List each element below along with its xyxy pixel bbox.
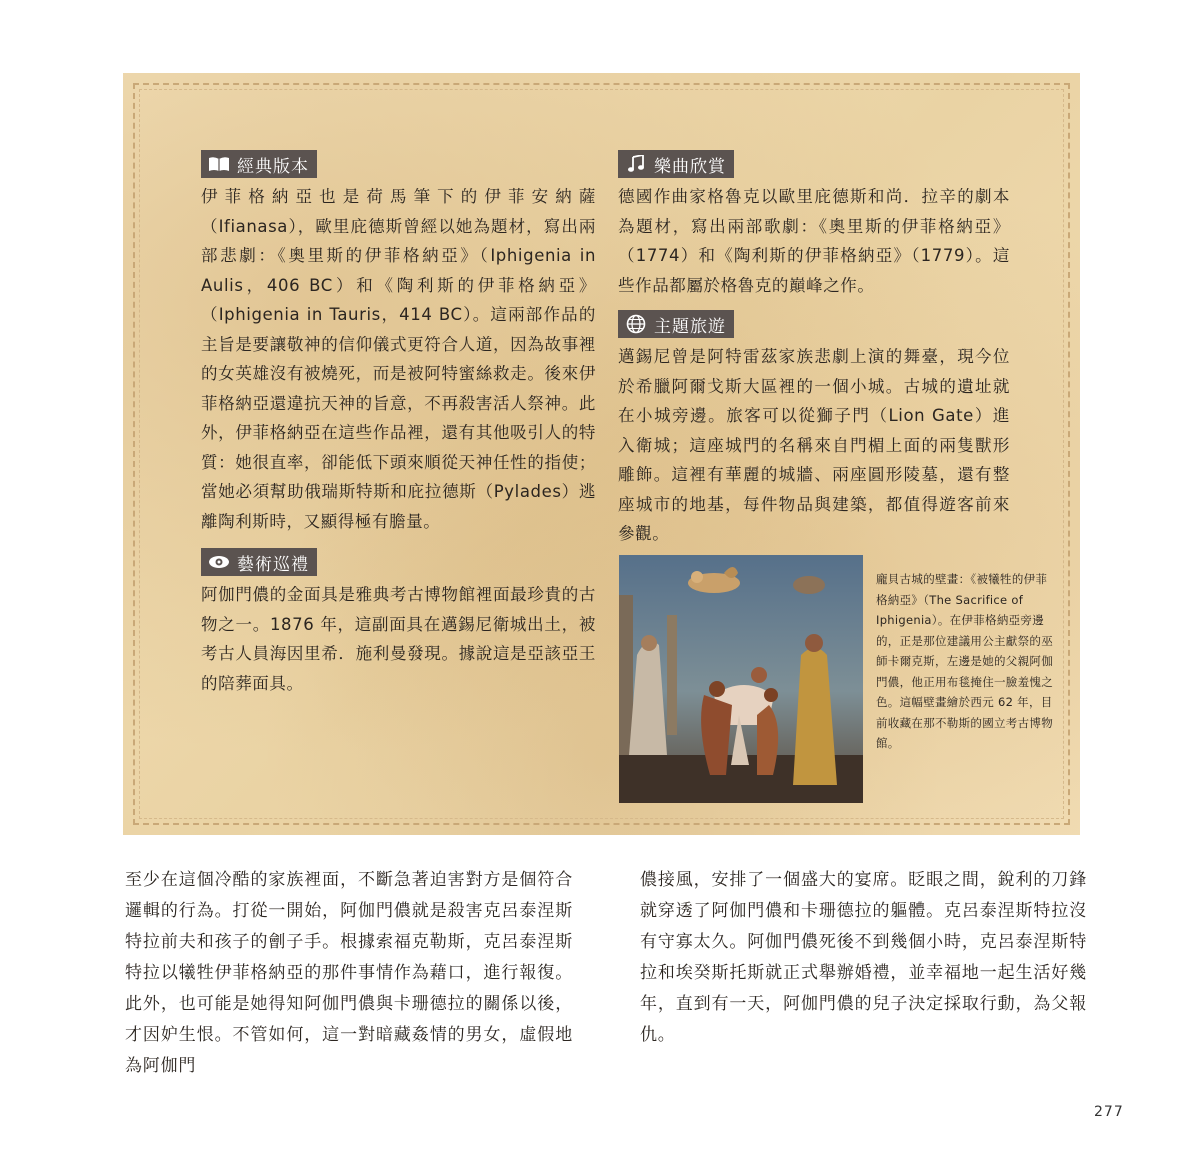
sidebar-left-column <box>201 150 596 708</box>
art-heading-label: 藝術巡禮 <box>237 554 309 575</box>
art-heading <box>201 548 317 576</box>
fresco-caption: 龐貝古城的壁畫：《被犧牲的伊菲格納亞》（The Sacrifice of Iphigenia）。在伊菲格納亞旁邊的，正是那位建議用公主獻祭的巫師卡爾克斯，左邊是她的父親阿伽門儂，他正用布毯掩住一臉羞愧之色。這幅壁畫繪於西元 62 年，目前收藏在那不勒斯的國立考古博物館。 <box>876 572 1053 750</box>
travel-text: 邁錫尼曾是阿特雷茲家族悲劇上演的舞臺，現今位於希臘阿爾戈斯大區裡的一個小城。古城的遺址就在小城旁邊。旅客可以從獅子門（Lion Gate）進入衛城；這座城門的名稱來自門楣上面的兩隻獸形雕飾。這裡有華麗的城牆、兩座圓形陵墓，還有整座城市的地基，每件物品與建築，都值得遊客前來參觀。 <box>618 347 1010 543</box>
travel-heading-label: 主題旅遊 <box>654 316 726 337</box>
body-text-left: 至少在這個冷酷的家族裡面，不斷急著迫害對方是個符合邏輯的行為。打從一開始，阿伽門儂就是殺害克呂泰涅斯特拉前夫和孩子的劊子手。根據索福克勒斯，克呂泰涅斯特拉以犧牲伊菲格納亞的那件事情作為藉口，進行報復。此外，也可能是她得知阿伽門儂與卡珊德拉的關係以後，才因妒生恨。不管如何，這一對暗藏姦情的男女，虛假地為阿伽門 <box>125 870 573 1076</box>
body-text-right: 儂接風，安排了一個盛大的宴席。眨眼之間，銳利的刀鋒就穿透了阿伽門儂和卡珊德拉的軀體。克呂泰涅斯特拉沒有守寡太久。阿伽門儂死後不到幾個小時，克呂泰涅斯特拉和埃癸斯托斯就正式舉辦婚禮，並幸福地一起生活好幾年，直到有一天，阿伽門儂的兒子決定採取行動，為父報仇。 <box>640 870 1087 1045</box>
art-text: 阿伽門儂的金面具是雅典考古博物館裡面最珍貴的古物之一。1876 年，這副面具在邁錫尼衛城出土，被考古人員海因里希．施利曼發現。據說這是亞該亞王的陪葬面具。 <box>201 585 596 693</box>
classic-text: 伊菲格納亞也是荷馬筆下的伊菲安納薩（Ifianasa），歐里庇德斯曾經以她為題材，寫出兩部悲劇：《奧里斯的伊菲格納亞》（Iphigenia in Aulis，406 BC）和《陶利斯的伊菲格納亞》（Iphigenia in Tauris，414 BC）。這兩部作品的主旨是要讓敬神的信仰儀式更符合人道，因為故事裡的女英雄沒有被燒死，而是被阿特蜜絲救走。後來伊菲格納亞還違抗天神的旨意，不再殺害活人祭神。此外，伊菲格納亞在這些作品裡，還有其他吸引人的特質：她很直率，卻能低下頭來順從天神任性的指使；當她必須幫助俄瑞斯特斯和庇拉德斯（Pylades）逃離陶利斯時，又顯得極有膽量。 <box>201 187 596 531</box>
classic-heading-label: 經典版本 <box>237 156 309 177</box>
sidebar-box <box>123 73 1080 835</box>
music-heading-label: 樂曲欣賞 <box>654 156 726 177</box>
music-note-icon <box>624 155 648 173</box>
globe-icon <box>624 315 648 333</box>
sidebar-right-column <box>618 150 1010 559</box>
eye-icon <box>207 553 231 571</box>
music-heading <box>618 150 734 178</box>
page-number: 277 <box>1094 1104 1124 1120</box>
book-icon <box>207 155 231 173</box>
music-text: 德國作曲家格魯克以歐里庇德斯和尚．拉辛的劇本為題材，寫出兩部歌劇：《奧里斯的伊菲格納亞》（1774）和《陶利斯的伊菲格納亞》（1779）。這些作品都屬於格魯克的巔峰之作。 <box>618 187 1010 295</box>
travel-heading <box>618 310 734 338</box>
fresco-image <box>619 555 863 803</box>
classic-heading <box>201 150 317 178</box>
